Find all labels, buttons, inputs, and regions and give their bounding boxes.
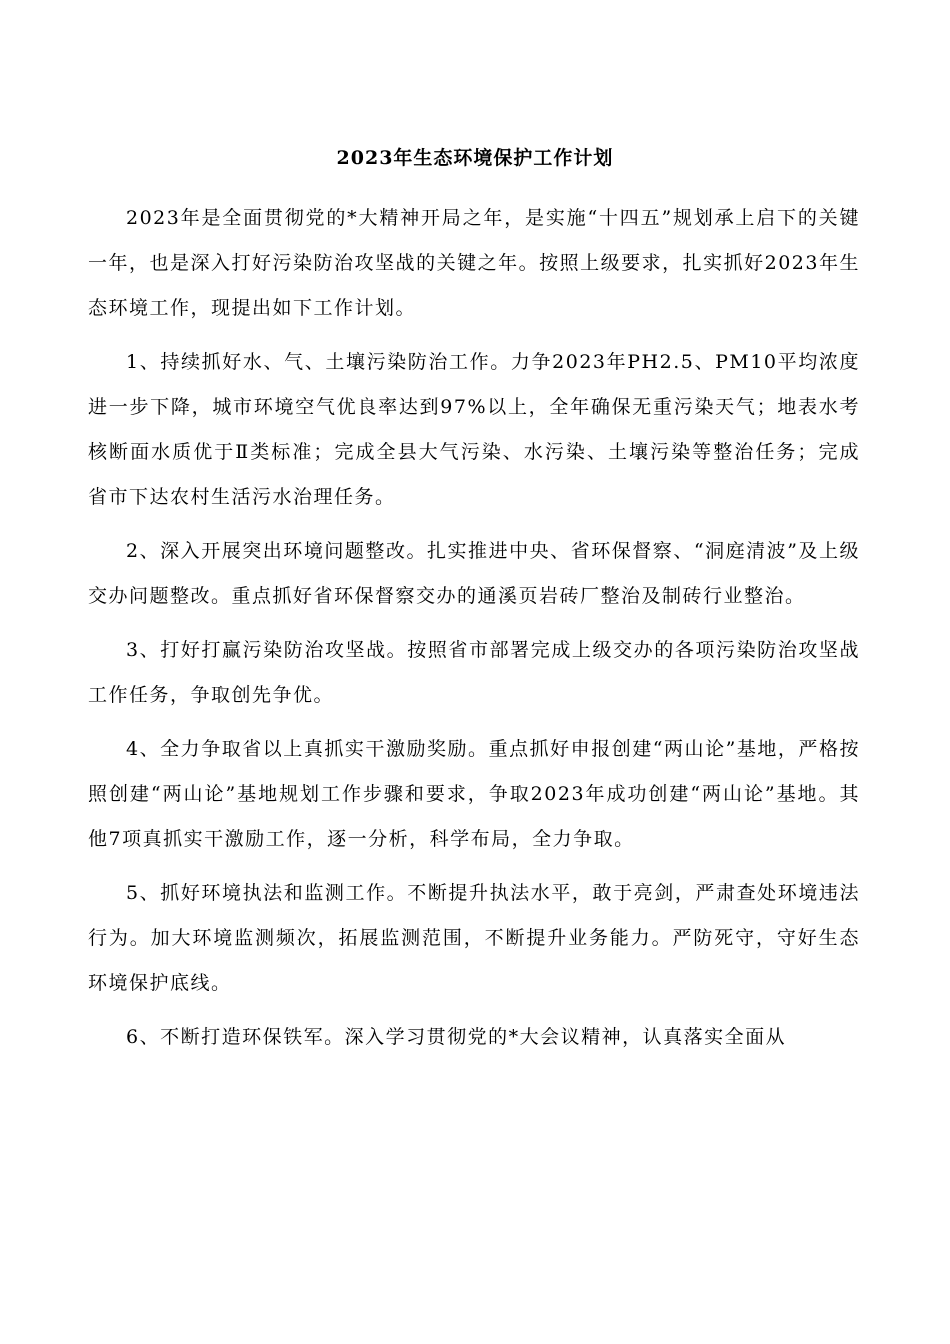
document-title: 2023年生态环境保护工作计划	[336, 147, 614, 169]
paragraph-item-5: 5、抓好环境执法和监测工作。不断提升执法水平，敢于亮剑，严肃查处环境违法行为。加大环境监测频次，拓展监测范围，不断提升业务能力。严防死守，守好生态环境保护底线。	[88, 882, 860, 994]
paragraph-item-2: 2、深入开展突出环境问题整改。扎实推进中央、省环保督察、“洞庭清波”及上级交办问题整改。重点抓好省环保督察交办的通溪页岩砖厂整治及制砖行业整治。	[88, 540, 860, 607]
document-body	[88, 196, 860, 1069]
paragraph-item-4: 4、全力争取省以上真抓实干激励奖励。重点抓好申报创建“两山论”基地，严格按照创建“两山论”基地规划工作步骤和要求，争取2023年成功创建“两山论”基地。其他7项真抓实干激励工作，逐一分析，科学布局，全力争取。	[88, 738, 860, 850]
paragraph-intro: 2023年是全面贯彻党的*大精神开局之年，是实施“十四五”规划承上启下的关键一年，也是深入打好污染防治攻坚战的关键之年。按照上级要求，扎实抓好2023年生态环境工作，现提出如下工作计划。	[88, 207, 860, 319]
paragraph-item-6: 6、不断打造环保铁军。深入学习贯彻党的*大会议精神，认真落实全面从	[126, 1026, 787, 1048]
paragraph-item-3: 3、打好打赢污染防治攻坚战。按照省市部署完成上级交办的各项污染防治攻坚战工作任务，争取创先争优。	[88, 639, 860, 706]
paragraph-item-1: 1、持续抓好水、气、土壤污染防治工作。力争2023年PH2.5、PM10平均浓度进一步下降，城市环境空气优良率达到97%以上，全年确保无重污染天气；地表水考核断面水质优于Ⅱ类标准；完成全县大气污染、水污染、土壤污染等整治任务；完成省市下达农村生活污水治理任务。	[88, 351, 860, 508]
